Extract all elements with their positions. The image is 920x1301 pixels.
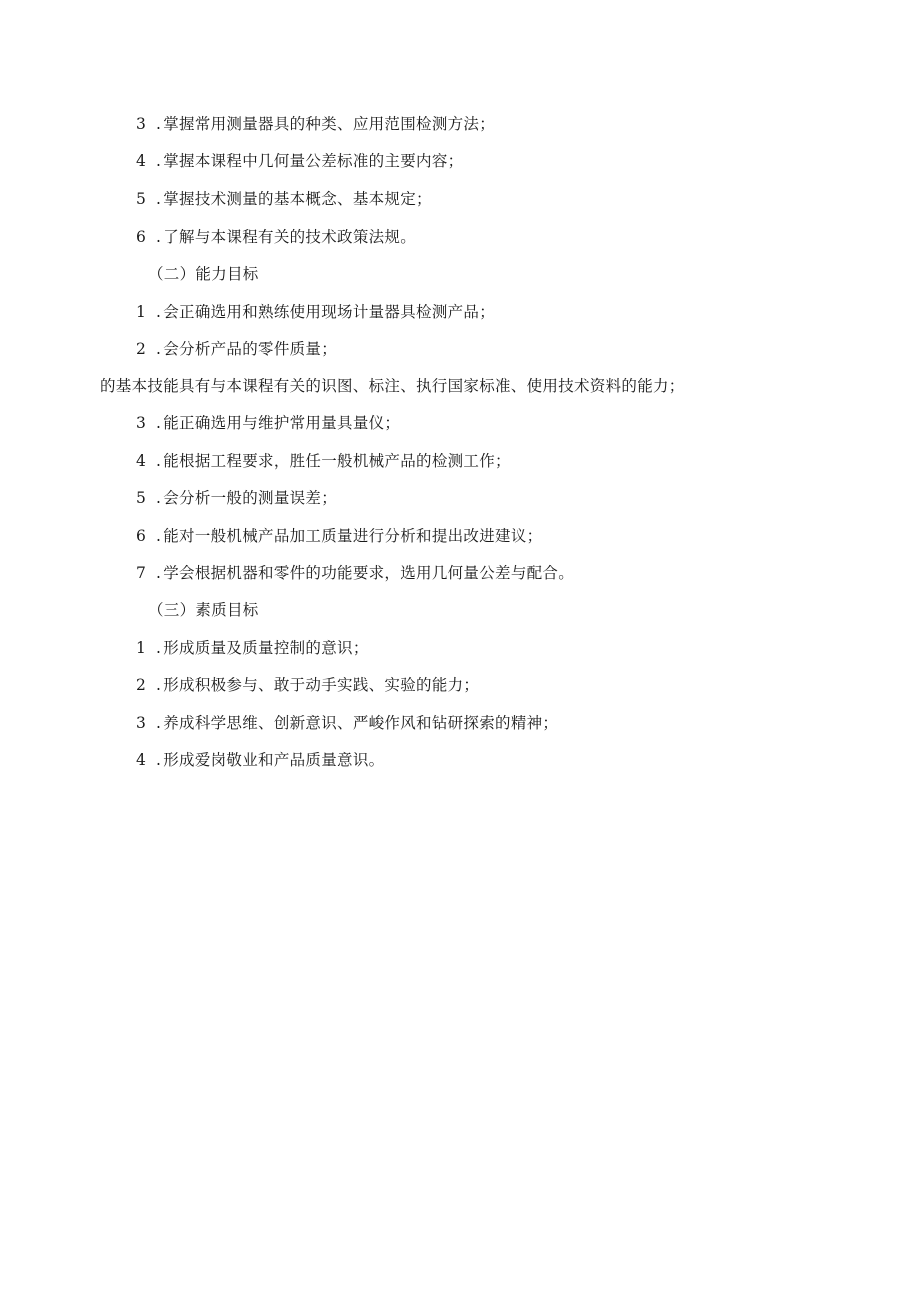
item-number: 6 — [136, 527, 147, 545]
item-number: 5 — [136, 489, 147, 507]
item-number: 1 — [136, 303, 147, 321]
list-item — [136, 674, 479, 696]
item-text: 了解与本课程有关的技术政策法规。 — [163, 228, 417, 246]
list-item — [136, 525, 542, 547]
item-number: 4 — [136, 751, 147, 769]
item-separator: . — [156, 564, 162, 582]
item-number: 3 — [136, 115, 147, 133]
item-number: 3 — [136, 714, 147, 732]
list-item — [136, 450, 511, 472]
item-separator: . — [156, 152, 162, 170]
item-separator: . — [156, 190, 162, 208]
list-item — [136, 712, 558, 734]
item-text: 学会根据机器和零件的功能要求，选用几何量公差与配合。 — [163, 564, 575, 582]
item-number: 4 — [136, 452, 147, 470]
list-item — [136, 637, 369, 659]
list-item — [136, 301, 495, 323]
list-item — [136, 749, 384, 771]
item-text: 会分析一般的测量误差； — [163, 489, 338, 507]
item-number: 2 — [136, 340, 147, 358]
item-separator: . — [156, 340, 162, 358]
item-separator: . — [156, 414, 162, 432]
item-text: 掌握常用测量器具的种类、应用范围检测方法； — [163, 115, 496, 133]
item-separator: . — [156, 489, 162, 507]
item-text: 会正确选用和熟练使用现场计量器具检测产品； — [163, 303, 496, 321]
item-text: 形成质量及质量控制的意识； — [163, 639, 369, 657]
item-separator: . — [156, 751, 162, 769]
item-number: 1 — [136, 639, 147, 657]
item-separator: . — [156, 527, 162, 545]
item-text: 形成积极参与、敢于动手实践、实验的能力； — [163, 676, 480, 694]
item-separator: . — [156, 452, 162, 470]
item-number: 4 — [136, 152, 147, 170]
item-text: 能对一般机械产品加工质量进行分析和提出改进建议； — [163, 527, 543, 545]
section-heading-ability: （二）能力目标 — [148, 265, 259, 283]
item-text: 掌握技术测量的基本概念、基本规定； — [163, 190, 432, 208]
list-item — [136, 487, 337, 509]
body-paragraph: 的基本技能具有与本课程有关的识图、标注、执行国家标准、使用技术资料的能力； — [100, 377, 685, 395]
list-item — [136, 188, 432, 210]
list-item — [136, 150, 463, 172]
list-item — [136, 226, 416, 248]
item-number: 6 — [136, 228, 147, 246]
item-separator: . — [156, 228, 162, 246]
item-number: 7 — [136, 564, 147, 582]
item-number: 5 — [136, 190, 147, 208]
item-text: 掌握本课程中几何量公差标准的主要内容； — [163, 152, 464, 170]
list-item — [136, 338, 337, 360]
item-separator: . — [156, 115, 162, 133]
list-item — [136, 562, 574, 584]
list-item — [136, 113, 495, 135]
item-text: 形成爱岗敬业和产品质量意识。 — [163, 751, 385, 769]
item-separator: . — [156, 303, 162, 321]
item-text: 会分析产品的零件质量； — [163, 340, 338, 358]
item-text: 能根据工程要求，胜任一般机械产品的检测工作； — [163, 452, 511, 470]
item-text: 能正确选用与维护常用量具量仪； — [163, 414, 401, 432]
item-text: 养成科学思维、创新意识、严峻作风和钻研探索的精神； — [163, 714, 559, 732]
section-heading-quality: （三）素质目标 — [148, 601, 259, 619]
item-number: 3 — [136, 414, 147, 432]
item-separator: . — [156, 714, 162, 732]
list-item — [136, 412, 400, 434]
item-separator: . — [156, 639, 162, 657]
item-separator: . — [156, 676, 162, 694]
item-number: 2 — [136, 676, 147, 694]
